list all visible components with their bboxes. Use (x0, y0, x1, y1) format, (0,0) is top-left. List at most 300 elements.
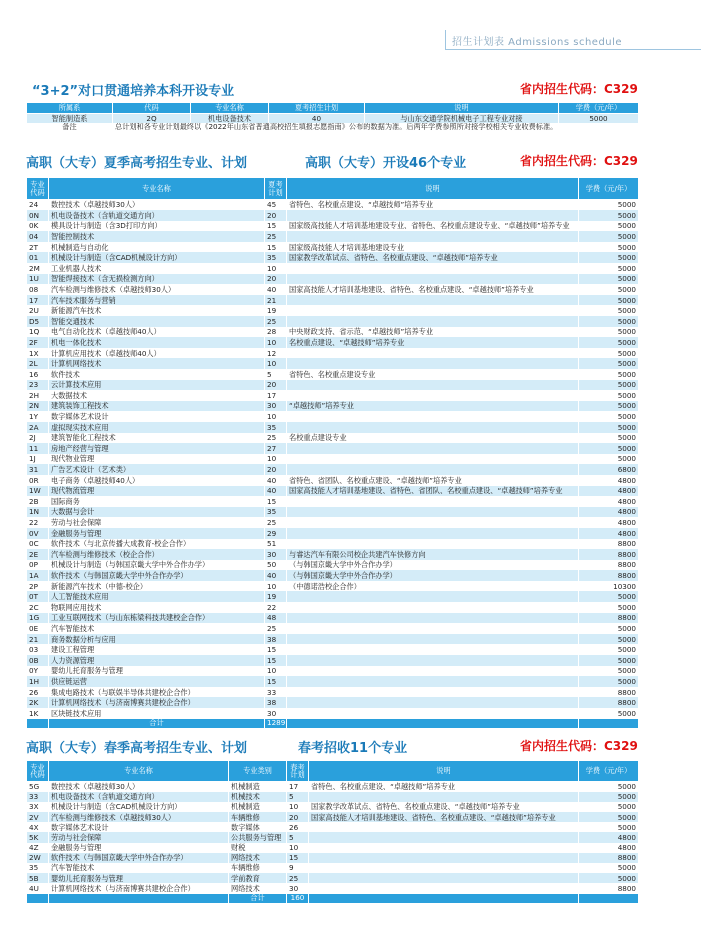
col-plan: 春考计划 (287, 761, 309, 782)
table-row (27, 221, 639, 232)
table-row (27, 443, 639, 454)
cell-category: 车辆维修 (229, 812, 287, 822)
cell-fee: 5000 (579, 327, 639, 338)
cell-plan: 10 (287, 802, 309, 812)
cell-note: 中央财政支持、省示范、“卓越技师”培养专业 (287, 327, 579, 338)
cell-code: 0N (27, 210, 49, 221)
note-row (27, 123, 639, 132)
cell-major: 计算机网络技术（与济南博赛共建校企合作） (49, 883, 229, 893)
cell-fee: 5000 (579, 380, 639, 391)
cell-major: 计算机应用技术（卓越技师40人） (49, 348, 265, 359)
cell-note (287, 210, 579, 221)
cell-plan: 35 (265, 507, 287, 518)
cell-major: 数字媒体艺术设计 (49, 822, 229, 832)
cell-plan: 30 (265, 549, 287, 560)
header-title: 招生计划表 Admissions schedule (452, 37, 623, 48)
section3-total-row (27, 894, 639, 903)
cell-note (287, 613, 579, 624)
cell-plan: 10 (265, 337, 287, 348)
cell-fee: 5000 (579, 454, 639, 465)
table-row (27, 380, 639, 391)
cell-code: 4Z (27, 843, 49, 853)
cell-fee: 5000 (579, 792, 639, 802)
cell-plan: 25 (265, 517, 287, 528)
table-row (27, 687, 639, 698)
table-row (27, 602, 639, 613)
cell-major: 大数据与会计 (49, 507, 265, 518)
cell-major: 机械制造与自动化 (49, 242, 265, 253)
cell-code: 03 (27, 644, 49, 655)
cell-fee: 5000 (579, 411, 639, 422)
table-row (27, 863, 639, 873)
cell-fee: 5000 (579, 822, 639, 832)
cell-note: （与韩国京畿大学中外合作办学） (287, 570, 579, 581)
cell-note: 国家高技能人才培训基地建设、省特色、名校重点建设、“卓越技师”培养专业 (287, 284, 579, 295)
cell-code: 2U (27, 305, 49, 316)
cell-plan: 15 (265, 221, 287, 232)
cell-major: 机械设计与制造（与韩国京畿大学中外合作办学） (49, 560, 265, 571)
total-label: 合计 (49, 719, 265, 728)
cell-major: 汽车智能技术 (49, 863, 229, 873)
cell-note (309, 863, 579, 873)
cell-plan: 21 (265, 295, 287, 306)
cell-code: 2C (27, 602, 49, 613)
section2-subtitle: 高职（大专）开设46个专业 (305, 156, 467, 171)
table-row (27, 316, 639, 327)
cell-fee: 6800 (579, 464, 639, 475)
cell-note (309, 873, 579, 883)
cell-code: 5B (27, 873, 49, 883)
cell-code: 2L (27, 358, 49, 369)
cell-major: 软件技术（与韩国京畿大学中外合作办学） (49, 570, 265, 581)
cell-code: 0P (27, 560, 49, 571)
cell-code: 1W (27, 486, 49, 497)
cell-major: 软件技术（与韩国京畿大学中外合作办学） (49, 853, 229, 863)
cell-plan: 40 (265, 475, 287, 486)
cell-note (287, 666, 579, 677)
table-row (27, 570, 639, 581)
cell-code: 31 (27, 464, 49, 475)
cell-note (309, 832, 579, 842)
cell-plan: 25 (265, 623, 287, 634)
cell-major: 计算机网络技术（与济南博赛共建校企合作） (49, 697, 265, 708)
cell-major: 建筑装饰工程技术 (49, 401, 265, 412)
cell-fee: 8800 (579, 570, 639, 581)
cell-fee: 5000 (579, 295, 639, 306)
cell-major: 商务数据分析与应用 (49, 634, 265, 645)
cell-major: 智能焊接技术（含无损检测方向） (49, 274, 265, 285)
cell-plan: 51 (265, 539, 287, 550)
cell-plan: 5 (287, 832, 309, 842)
cell-major: 新能源汽车技术 (49, 305, 265, 316)
section1-title: “3+2”对口贯通培养本科开设专业 (32, 84, 235, 99)
cell-fee: 5000 (579, 358, 639, 369)
cell-note (287, 528, 579, 539)
cell-plan: 25 (265, 433, 287, 444)
cell-note (287, 697, 579, 708)
cell-major: 集成电路技术（与联娱半导体共建校企合作） (49, 687, 265, 698)
cell-major: 国际商务 (49, 496, 265, 507)
section3-table (26, 760, 639, 903)
cell-major: 婴幼儿托育服务与管理 (49, 666, 265, 677)
section1-code: 省内招生代码：C329 (520, 82, 638, 96)
cell-plan: 25 (287, 873, 309, 883)
cell-plan: 15 (287, 853, 309, 863)
cell-fee: 5000 (579, 210, 639, 221)
cell-code: 2M (27, 263, 49, 274)
cell-major: 新能源汽车技术（中德-校企） (49, 581, 265, 592)
cell-category: 财税 (229, 843, 287, 853)
cell-fee: 8800 (579, 539, 639, 550)
cell-major: 智能交通技术 (49, 316, 265, 327)
cell-fee: 5000 (579, 634, 639, 645)
cell-category: 网络技术 (229, 853, 287, 863)
cell-note (287, 358, 579, 369)
cell-fee: 5000 (579, 231, 639, 242)
cell-fee: 5000 (579, 782, 639, 792)
cell-category: 学前教育 (229, 873, 287, 883)
cell-code: 0V (27, 528, 49, 539)
cell-code: 2B (27, 496, 49, 507)
cell-code: 21 (27, 634, 49, 645)
cell-major: 劳动与社会保障 (49, 832, 229, 842)
cell-note: 省特色、名校重点建设专业 (287, 369, 579, 380)
cell-plan: 20 (265, 380, 287, 391)
cell-major: 大数据技术 (49, 390, 265, 401)
table-row (27, 539, 639, 550)
cell-fee: 5000 (579, 242, 639, 253)
cell-category: 机械制造 (229, 782, 287, 792)
table-row (27, 591, 639, 602)
cell-fee: 8800 (579, 613, 639, 624)
cell-fee: 5000 (579, 443, 639, 454)
table-row (27, 231, 639, 242)
cell-plan: 30 (265, 401, 287, 412)
cell-note: 省特色、名校重点建设、“卓越技师”培养专业 (309, 782, 579, 792)
cell-plan: 19 (265, 305, 287, 316)
cell-note (287, 591, 579, 602)
table-row (27, 708, 639, 719)
cell-code: 0R (27, 475, 49, 486)
table-row (27, 581, 639, 592)
cell-plan: 15 (265, 676, 287, 687)
cell-fee: 5000 (579, 873, 639, 883)
cell-code: 0T (27, 591, 49, 602)
table-row (27, 560, 639, 571)
cell-note (287, 708, 579, 719)
cell-plan: 33 (265, 687, 287, 698)
table-row (27, 883, 639, 893)
cell-major: 劳动与社会保障 (49, 517, 265, 528)
section1-header-row (27, 103, 639, 114)
col-major: 专业名称 (49, 178, 265, 200)
cell-code: 23 (27, 380, 49, 391)
cell-major: 汽车检测与维修技术（卓越技师30人） (49, 812, 229, 822)
cell-major: 工业机器人技术 (49, 263, 265, 274)
cell-note: （与韩国京畿大学中外合作办学） (287, 560, 579, 571)
cell-plan: 10 (265, 666, 287, 677)
cell-code: 1Q (27, 327, 49, 338)
cell-code: 1U (27, 274, 49, 285)
table-row (27, 200, 639, 211)
cell-plan: 10 (265, 358, 287, 369)
table-row (27, 327, 639, 338)
cell-code: 5G (27, 782, 49, 792)
cell-fee: 5000 (579, 305, 639, 316)
cell-note: 国家高技能人才培训基地建设、省特色、省团队、名校重点建设、“卓越技师”培养专业 (287, 486, 579, 497)
cell-major: 数控技术（卓越技师30人） (49, 782, 229, 792)
cell-note (287, 348, 579, 359)
cell-plan: 29 (265, 528, 287, 539)
cell-fee: 5000 (579, 623, 639, 634)
cell-fee: 5000 (579, 390, 639, 401)
cell-note (287, 676, 579, 687)
table-row (27, 634, 639, 645)
cell-major: 汽车检测与维修技术（卓越技师30人） (49, 284, 265, 295)
table-row (27, 369, 639, 380)
cell-code: 2Q (113, 114, 191, 123)
cell-note (287, 539, 579, 550)
cell-category: 机械制造 (229, 802, 287, 812)
cell-plan: 5 (265, 369, 287, 380)
cell-fee: 5000 (579, 337, 639, 348)
cell-note (287, 231, 579, 242)
table-row (27, 782, 639, 792)
cell-major: 机械设计与制造（含CAD机械设计方向） (49, 252, 265, 263)
total-label: 合计 (229, 894, 287, 903)
cell-note: （中德诺浩校企合作） (287, 581, 579, 592)
cell-major: 房地产经营与管理 (49, 443, 265, 454)
cell-plan: 50 (265, 560, 287, 571)
header-divider (445, 30, 446, 50)
table-row (27, 802, 639, 812)
cell-fee: 5000 (579, 284, 639, 295)
cell-major: 智能控制技术 (49, 231, 265, 242)
cell-fee: 4800 (579, 832, 639, 842)
table-row (27, 210, 639, 221)
table-row (27, 496, 639, 507)
cell-code: 22 (27, 517, 49, 528)
cell-plan: 25 (265, 231, 287, 242)
cell-note (309, 853, 579, 863)
table-row (27, 411, 639, 422)
col-code: 代码 (113, 103, 191, 114)
cell-note: 与睿达汽车有限公司校企共建汽车快修方向 (287, 549, 579, 560)
cell-plan: 10 (287, 843, 309, 853)
cell-note (309, 843, 579, 853)
cell-fee: 8800 (579, 687, 639, 698)
cell-fee: 5000 (579, 433, 639, 444)
cell-note: 省特色、省团队、名校重点建设、“卓越技师”培养专业 (287, 475, 579, 486)
cell-code: 1N (27, 507, 49, 518)
note-label: 备注 (27, 123, 113, 132)
cell-major: 数字媒体艺术设计 (49, 411, 265, 422)
table-row (27, 507, 639, 518)
table-row (27, 666, 639, 677)
cell-category: 公共服务与管理 (229, 832, 287, 842)
cell-major: 数控技术（卓越技师30人） (49, 200, 265, 211)
col-fee: 学费（元/年） (579, 761, 639, 782)
section1-table (26, 102, 639, 132)
cell-major: 供应链运营 (49, 676, 265, 687)
cell-fee: 5000 (579, 666, 639, 677)
cell-note (287, 443, 579, 454)
cell-code: 04 (27, 231, 49, 242)
cell-code: 4X (27, 822, 49, 832)
cell-plan: 22 (265, 602, 287, 613)
cell-note (287, 634, 579, 645)
section3-code: 省内招生代码：C329 (520, 739, 638, 753)
cell-note: 与山东交通学院机械电子工程专业对接 (365, 114, 559, 123)
cell-code: 2E (27, 549, 49, 560)
cell-major: 云计算技术应用 (49, 380, 265, 391)
cell-note (287, 687, 579, 698)
cell-note (309, 792, 579, 802)
table-row (27, 613, 639, 624)
total-value: 160 (287, 894, 309, 903)
cell-code: 1Y (27, 411, 49, 422)
section2-body (27, 200, 639, 719)
cell-fee: 5000 (579, 369, 639, 380)
cell-plan: 10 (265, 411, 287, 422)
cell-note: 名校重点建设、“卓越技师”培养专业 (287, 337, 579, 348)
cell-note (287, 411, 579, 422)
cell-fee: 5000 (579, 676, 639, 687)
cell-plan: 15 (265, 242, 287, 253)
cell-fee: 4800 (579, 496, 639, 507)
table-row (27, 853, 639, 863)
cell-major: 机电设备技术 (191, 114, 269, 123)
table-row (27, 676, 639, 687)
cell-code: 24 (27, 200, 49, 211)
cell-major: 模具设计与制造（含3D打印方向） (49, 221, 265, 232)
table-row (27, 348, 639, 359)
cell-plan: 27 (265, 443, 287, 454)
cell-major: 婴幼儿托育服务与管理 (49, 873, 229, 883)
cell-code: 16 (27, 369, 49, 380)
cell-fee: 5000 (579, 274, 639, 285)
cell-fee: 4800 (579, 843, 639, 853)
table-row (27, 623, 639, 634)
cell-fee: 8800 (579, 697, 639, 708)
cell-code: 17 (27, 295, 49, 306)
cell-fee: 5000 (579, 401, 639, 412)
section3-header-row (27, 761, 639, 782)
cell-fee: 8800 (579, 853, 639, 863)
section2-title: 高职（大专）夏季高考招生专业、计划 (26, 156, 248, 171)
table-row (27, 358, 639, 369)
cell-major: 现代物流管理 (49, 486, 265, 497)
table-row (27, 114, 639, 123)
table-row (27, 422, 639, 433)
cell-plan: 12 (265, 348, 287, 359)
table-row (27, 486, 639, 497)
cell-code: 5K (27, 832, 49, 842)
cell-note (287, 390, 579, 401)
table-row (27, 873, 639, 883)
cell-code: D5 (27, 316, 49, 327)
cell-fee: 5000 (579, 591, 639, 602)
cell-code: 1X (27, 348, 49, 359)
cell-fee: 4800 (579, 507, 639, 518)
col-code: 专业代码 (27, 761, 49, 782)
cell-major: 电子商务（卓越技师40人） (49, 475, 265, 486)
cell-plan: 25 (265, 316, 287, 327)
cell-plan: 35 (265, 422, 287, 433)
cell-note (287, 454, 579, 465)
cell-plan: 40 (265, 570, 287, 581)
cell-fee: 5000 (579, 252, 639, 263)
cell-plan: 17 (265, 390, 287, 401)
cell-note: 省特色、名校重点建设、“卓越技师”培养专业 (287, 200, 579, 211)
cell-code: 1K (27, 708, 49, 719)
cell-major: 工业互联网技术（与山东栋梁科技共建校企合作） (49, 613, 265, 624)
cell-fee: 5000 (579, 348, 639, 359)
col-major: 专业名称 (191, 103, 269, 114)
section3-body (27, 782, 639, 894)
cell-plan: 15 (265, 496, 287, 507)
col-note: 说明 (309, 761, 579, 782)
table-row (27, 822, 639, 832)
cell-code: 35 (27, 863, 49, 873)
cell-major: 虚拟现实技术应用 (49, 422, 265, 433)
cell-major: 现代物业管理 (49, 454, 265, 465)
cell-code: 33 (27, 792, 49, 802)
table-row (27, 812, 639, 822)
cell-note (287, 464, 579, 475)
cell-code: 2P (27, 581, 49, 592)
cell-fee: 5000 (559, 114, 639, 123)
cell-fee: 5000 (579, 602, 639, 613)
cell-fee: 4800 (579, 528, 639, 539)
cell-note (287, 295, 579, 306)
cell-fee: 5000 (579, 812, 639, 822)
cell-code: 1G (27, 613, 49, 624)
cell-major: 建筑智能化工程技术 (49, 433, 265, 444)
cell-plan: 48 (265, 613, 287, 624)
cell-note: “卓越技师”培养专业 (287, 401, 579, 412)
table-row (27, 655, 639, 666)
cell-plan: 38 (265, 634, 287, 645)
cell-note (287, 507, 579, 518)
cell-major: 汽车检测与维修技术（校企合作） (49, 549, 265, 560)
cell-plan: 40 (265, 486, 287, 497)
cell-plan: 20 (265, 274, 287, 285)
cell-category: 车辆维修 (229, 863, 287, 873)
cell-plan: 5 (287, 792, 309, 802)
cell-plan: 38 (265, 697, 287, 708)
cell-code: 2N (27, 401, 49, 412)
table-row (27, 390, 639, 401)
cell-major: 软件技术 (49, 369, 265, 380)
cell-code: 1A (27, 570, 49, 581)
cell-fee: 5000 (579, 422, 639, 433)
table-row (27, 517, 639, 528)
cell-code: 1J (27, 454, 49, 465)
table-row (27, 697, 639, 708)
table-row (27, 792, 639, 802)
cell-note (287, 422, 579, 433)
total-value: 1289 (265, 719, 287, 728)
cell-plan: 26 (287, 822, 309, 832)
table-row (27, 284, 639, 295)
cell-fee: 4800 (579, 486, 639, 497)
cell-fee: 5000 (579, 863, 639, 873)
cell-plan: 30 (265, 708, 287, 719)
table-row (27, 401, 639, 412)
table-row (27, 252, 639, 263)
cell-code: 11 (27, 443, 49, 454)
